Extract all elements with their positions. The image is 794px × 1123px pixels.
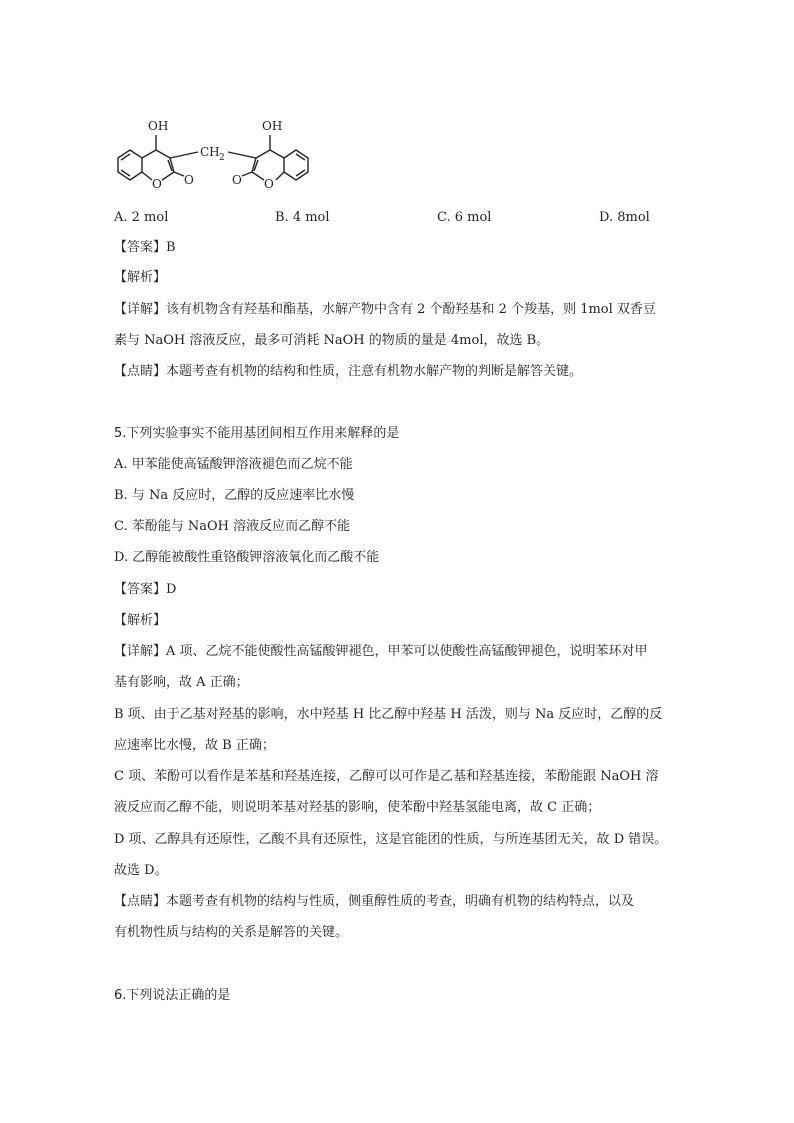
- q5-detail-line-6: 液反应而乙醇不能，则说明苯基对羟基的影响，使苯酚中羟基氢能电离，故 C 正确；: [114, 800, 601, 815]
- q4-option-a: A. 2 mol: [114, 210, 169, 225]
- q5-option-c: C. 苯酚能与 NaOH 溶液反应而乙醇不能: [114, 519, 351, 534]
- q5-detail-line-1: 【详解】A 项、乙烷不能使酸性高锰酸钾褪色，甲苯可以使酸性高锰酸钾褪色，说明苯环对甲: [114, 644, 648, 659]
- carbonyl-oxygen-left: O: [184, 173, 194, 187]
- q5-detail-line-8: 故选 D。: [114, 863, 168, 878]
- q5-detail-line-3: B 项、由于乙基对羟基的影响，水中羟基 H 比乙醇中羟基 H 活泼，则与 Na 反应时，乙醇的反: [114, 707, 663, 722]
- oh-left-label: OH: [148, 119, 169, 133]
- q5-detail-line-5: C 项、苯酚可以看作是苯基和羟基连接，乙醇可以可作是乙基和羟基连接，苯酚能跟 NaOH 溶: [114, 769, 659, 784]
- dicoumarol-structure: [110, 110, 330, 195]
- q5-option-d: D. 乙醇能被酸性重铬酸钾溶液氧化而乙酸不能: [114, 550, 380, 565]
- q4-detail-line-1: 【详解】该有机物含有羟基和酯基，水解产物中含有 2 个酚羟基和 2 个羧基，则 1mol 双香豆: [114, 302, 656, 317]
- q5-option-a: A. 甲苯能使高锰酸钾溶液褪色而乙烷不能: [114, 457, 353, 472]
- q5-comment-line-2: 有机物性质与结构的关系是解答的关键。: [114, 925, 349, 940]
- q4-option-b: B. 4 mol: [275, 210, 330, 225]
- q5-detail-line-2: 基有影响，故 A 正确；: [114, 675, 249, 690]
- q5-detail-line-4: 应速率比水慢，故 B 正确；: [114, 738, 275, 753]
- q4-option-c: C. 6 mol: [437, 210, 492, 225]
- q4-detail-line-2: 素与 NaOH 溶液反应，最多可消耗 NaOH 的物质的量是 4mol，故选 B。: [114, 333, 550, 348]
- ch2-label: CH: [200, 145, 220, 159]
- oh-right-label: OH: [262, 119, 283, 133]
- q4-analysis-heading: 【解析】: [114, 270, 167, 285]
- q4-option-d: D. 8mol: [599, 210, 650, 225]
- q5-option-b: B. 与 Na 反应时，乙醇的反应速率比水慢: [114, 488, 355, 503]
- q6-question: 6.下列说法正确的是: [114, 988, 231, 1003]
- q4-comment: 【点睛】本题考查有机物的结构和性质，注意有机物水解产物的判断是解答关键。: [114, 364, 583, 379]
- q5-analysis-heading: 【解析】: [114, 613, 167, 628]
- q5-answer: 【答案】D: [114, 582, 177, 597]
- ch2-subscript: 2: [219, 153, 225, 163]
- q5-detail-line-7: D 项、乙醇具有还原性，乙酸不具有还原性，这是官能团的性质，与所连基团无关，故 D 错误。: [114, 832, 668, 847]
- q4-answer: 【答案】B: [114, 240, 176, 255]
- ring-oxygen-right: O: [264, 177, 274, 191]
- q5-question: 5.下列实验事实不能用基团间相互作用来解释的是: [114, 426, 400, 441]
- carbonyl-oxygen-right: O: [232, 173, 242, 187]
- ring-oxygen-left: O: [152, 177, 162, 191]
- q5-comment-line-1: 【点睛】本题考查有机物的结构与性质，侧重醇性质的考查，明确有机物的结构特点，以及: [114, 894, 635, 909]
